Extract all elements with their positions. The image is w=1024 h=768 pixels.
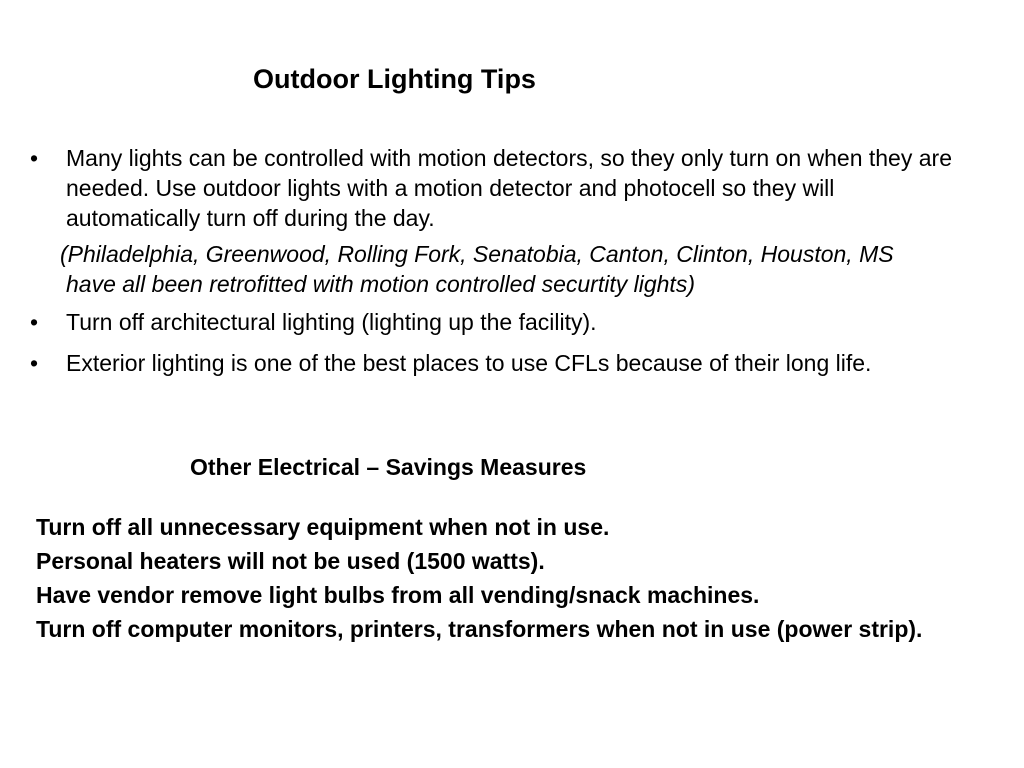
measure-item: Personal heaters will not be used (1500 watts). [36, 548, 545, 574]
measure-item: Turn off computer monitors, printers, transformers when not in use (power strip). [36, 616, 923, 642]
bullet-item [30, 345, 970, 381]
bullet-marker: • [30, 309, 39, 335]
measure-item: Turn off all unnecessary equipment when not in use. [36, 514, 610, 540]
slide-title: Outdoor Lighting Tips [253, 64, 536, 94]
bullet-marker: • [30, 145, 39, 171]
section-subtitle: Other Electrical – Savings Measures [190, 454, 587, 480]
outdoor-lighting-tips-list [30, 143, 970, 381]
bullet-marker: • [30, 350, 39, 376]
bullet-text: Many lights can be controlled with motion detectors, so they only turn on when they are needed. Use outdoor lights with a motion detector and photocell so they will automatically turn off during the day. [66, 145, 952, 231]
bullet-item [30, 307, 970, 337]
bullet-text: Turn off architectural lighting (lighting up the facility). [66, 309, 597, 335]
bullet-text: Exterior lighting is one of the best places to use CFLs because of their long life. [66, 350, 872, 376]
savings-measures-list [36, 510, 996, 646]
bullet-item [30, 143, 970, 233]
measure-item: Have vendor remove light bulbs from all vending/snack machines. [36, 582, 760, 608]
retrofit-note: (Philadelphia, Greenwood, Rolling Fork, Senatobia, Canton, Clinton, Houston, MS have all been retrofitted with motion controlled securtity lights) [60, 241, 894, 297]
